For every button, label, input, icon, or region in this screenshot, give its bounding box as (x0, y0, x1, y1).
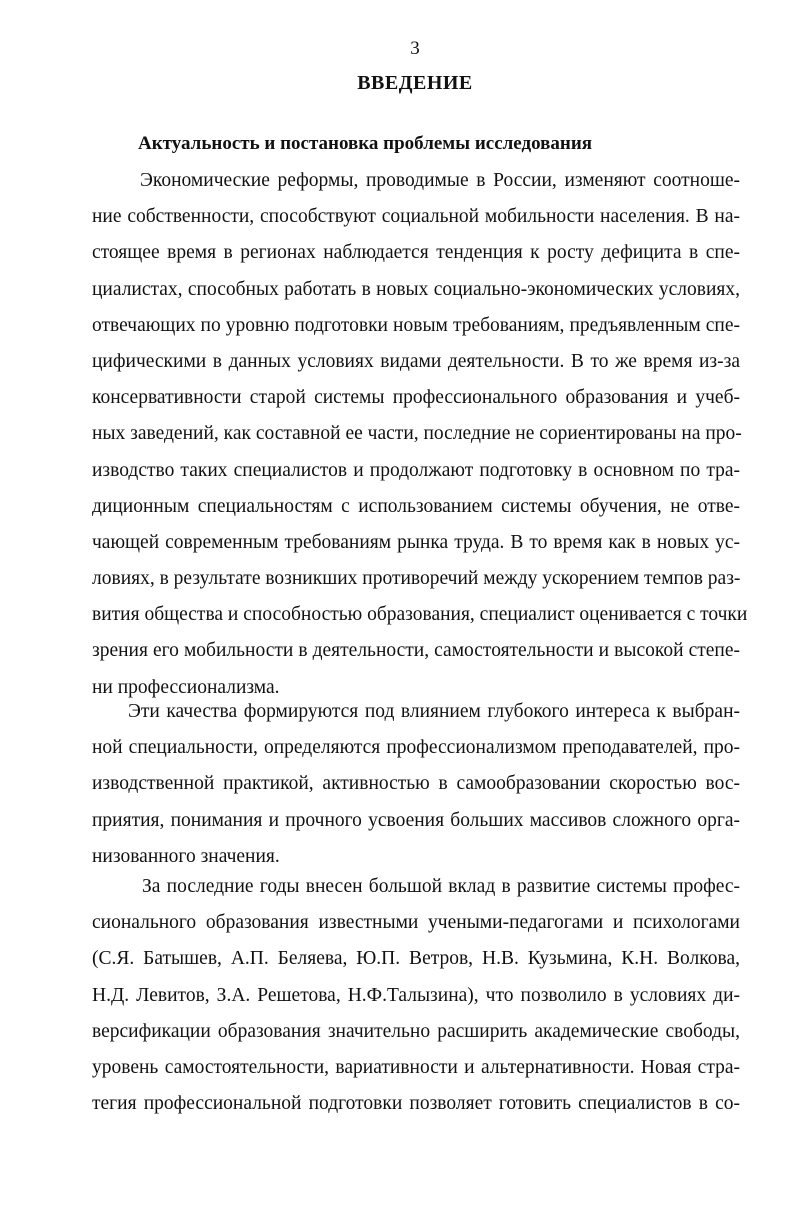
page-number: 3 (410, 38, 420, 59)
paragraph-line: ние собственности, способствуют социальной мобильности населения. В на- (92, 206, 740, 228)
paragraph-line: низованного значения. (92, 845, 280, 867)
paragraph-line: диционным специальностям с использованием системы обучения, не отве- (92, 495, 740, 517)
paragraph-line: сионального образования известными учеными-педагогами и психологами (92, 912, 740, 934)
paragraph-1 (92, 163, 748, 706)
section-heading: Актуальность и постановка проблемы исследования (138, 133, 593, 154)
paragraph-line: изводственной практикой, активностью в самообразовании скоростью вос- (92, 773, 740, 795)
paragraph-line: изводство таких специалистов и продолжают подготовку в основном по тра- (92, 459, 740, 481)
paragraph-line: (С.Я. Батышев, А.П. Беляева, Ю.П. Ветров, Н.В. Кузьмина, К.Н. Волкова, (92, 948, 740, 970)
paragraph-line: Н.Д. Левитов, З.А. Решетова, Н.Ф.Талызина), что позволило в условиях ди- (92, 984, 740, 1006)
paragraph-line: версификации образования значительно расширить академические свободы, (92, 1020, 740, 1042)
paragraph-3 (92, 869, 740, 1122)
paragraph-line: уровень самостоятельности, вариативности и альтернативности. Новая стра- (92, 1056, 740, 1078)
paragraph-line: консервативности старой системы профессионального образования и учеб- (92, 387, 740, 409)
paragraph-line: отвечающих по уровню подготовки новым требованиям, предъявленным спе- (92, 314, 740, 336)
paragraph-line: ной специальности, определяются профессионализмом преподавателей, про- (92, 737, 740, 759)
paragraph-line: За последние годы внесен большой вклад в развитие системы профес- (142, 876, 740, 897)
paragraph-line: зрения его мобильности в деятельности, самостоятельности и высокой степе- (92, 640, 740, 662)
paragraph-line: ловиях, в результате возникших противоречий между ускорением темпов раз- (92, 568, 741, 590)
paragraph-line: чающей современным требованиям рынка труда. В то время как в новых ус- (92, 531, 740, 553)
paragraph-line: ни профессионализма. (92, 676, 280, 698)
paragraph-line: вития общества и способностью образования, специалист оценивается с точки (92, 604, 748, 626)
paragraph-line: ных заведений, как составной ее части, последние не сориентированы на про- (92, 423, 742, 445)
paragraph-line: приятия, понимания и прочного усвоения больших массивов сложного орга- (92, 809, 740, 831)
paragraph-line: цифическими в данных условиях видами деятельности. В то же время из-за (92, 350, 740, 372)
paragraph-line: тегия профессиональной подготовки позволяет готовить специалистов в со- (92, 1093, 740, 1115)
paragraph-line: Экономические реформы, проводимые в России, изменяют соотноше- (140, 170, 740, 191)
paragraph-line: циалистах, способных работать в новых социально-экономических условиях, (92, 278, 740, 300)
page-title: ВВЕДЕНИЕ (357, 72, 473, 94)
paragraph-2 (92, 694, 740, 875)
paragraph-line: стоящее время в регионах наблюдается тенденция к росту дефицита в спе- (92, 242, 740, 264)
paragraph-line: Эти качества формируются под влиянием глубокого интереса к выбран- (128, 701, 740, 722)
